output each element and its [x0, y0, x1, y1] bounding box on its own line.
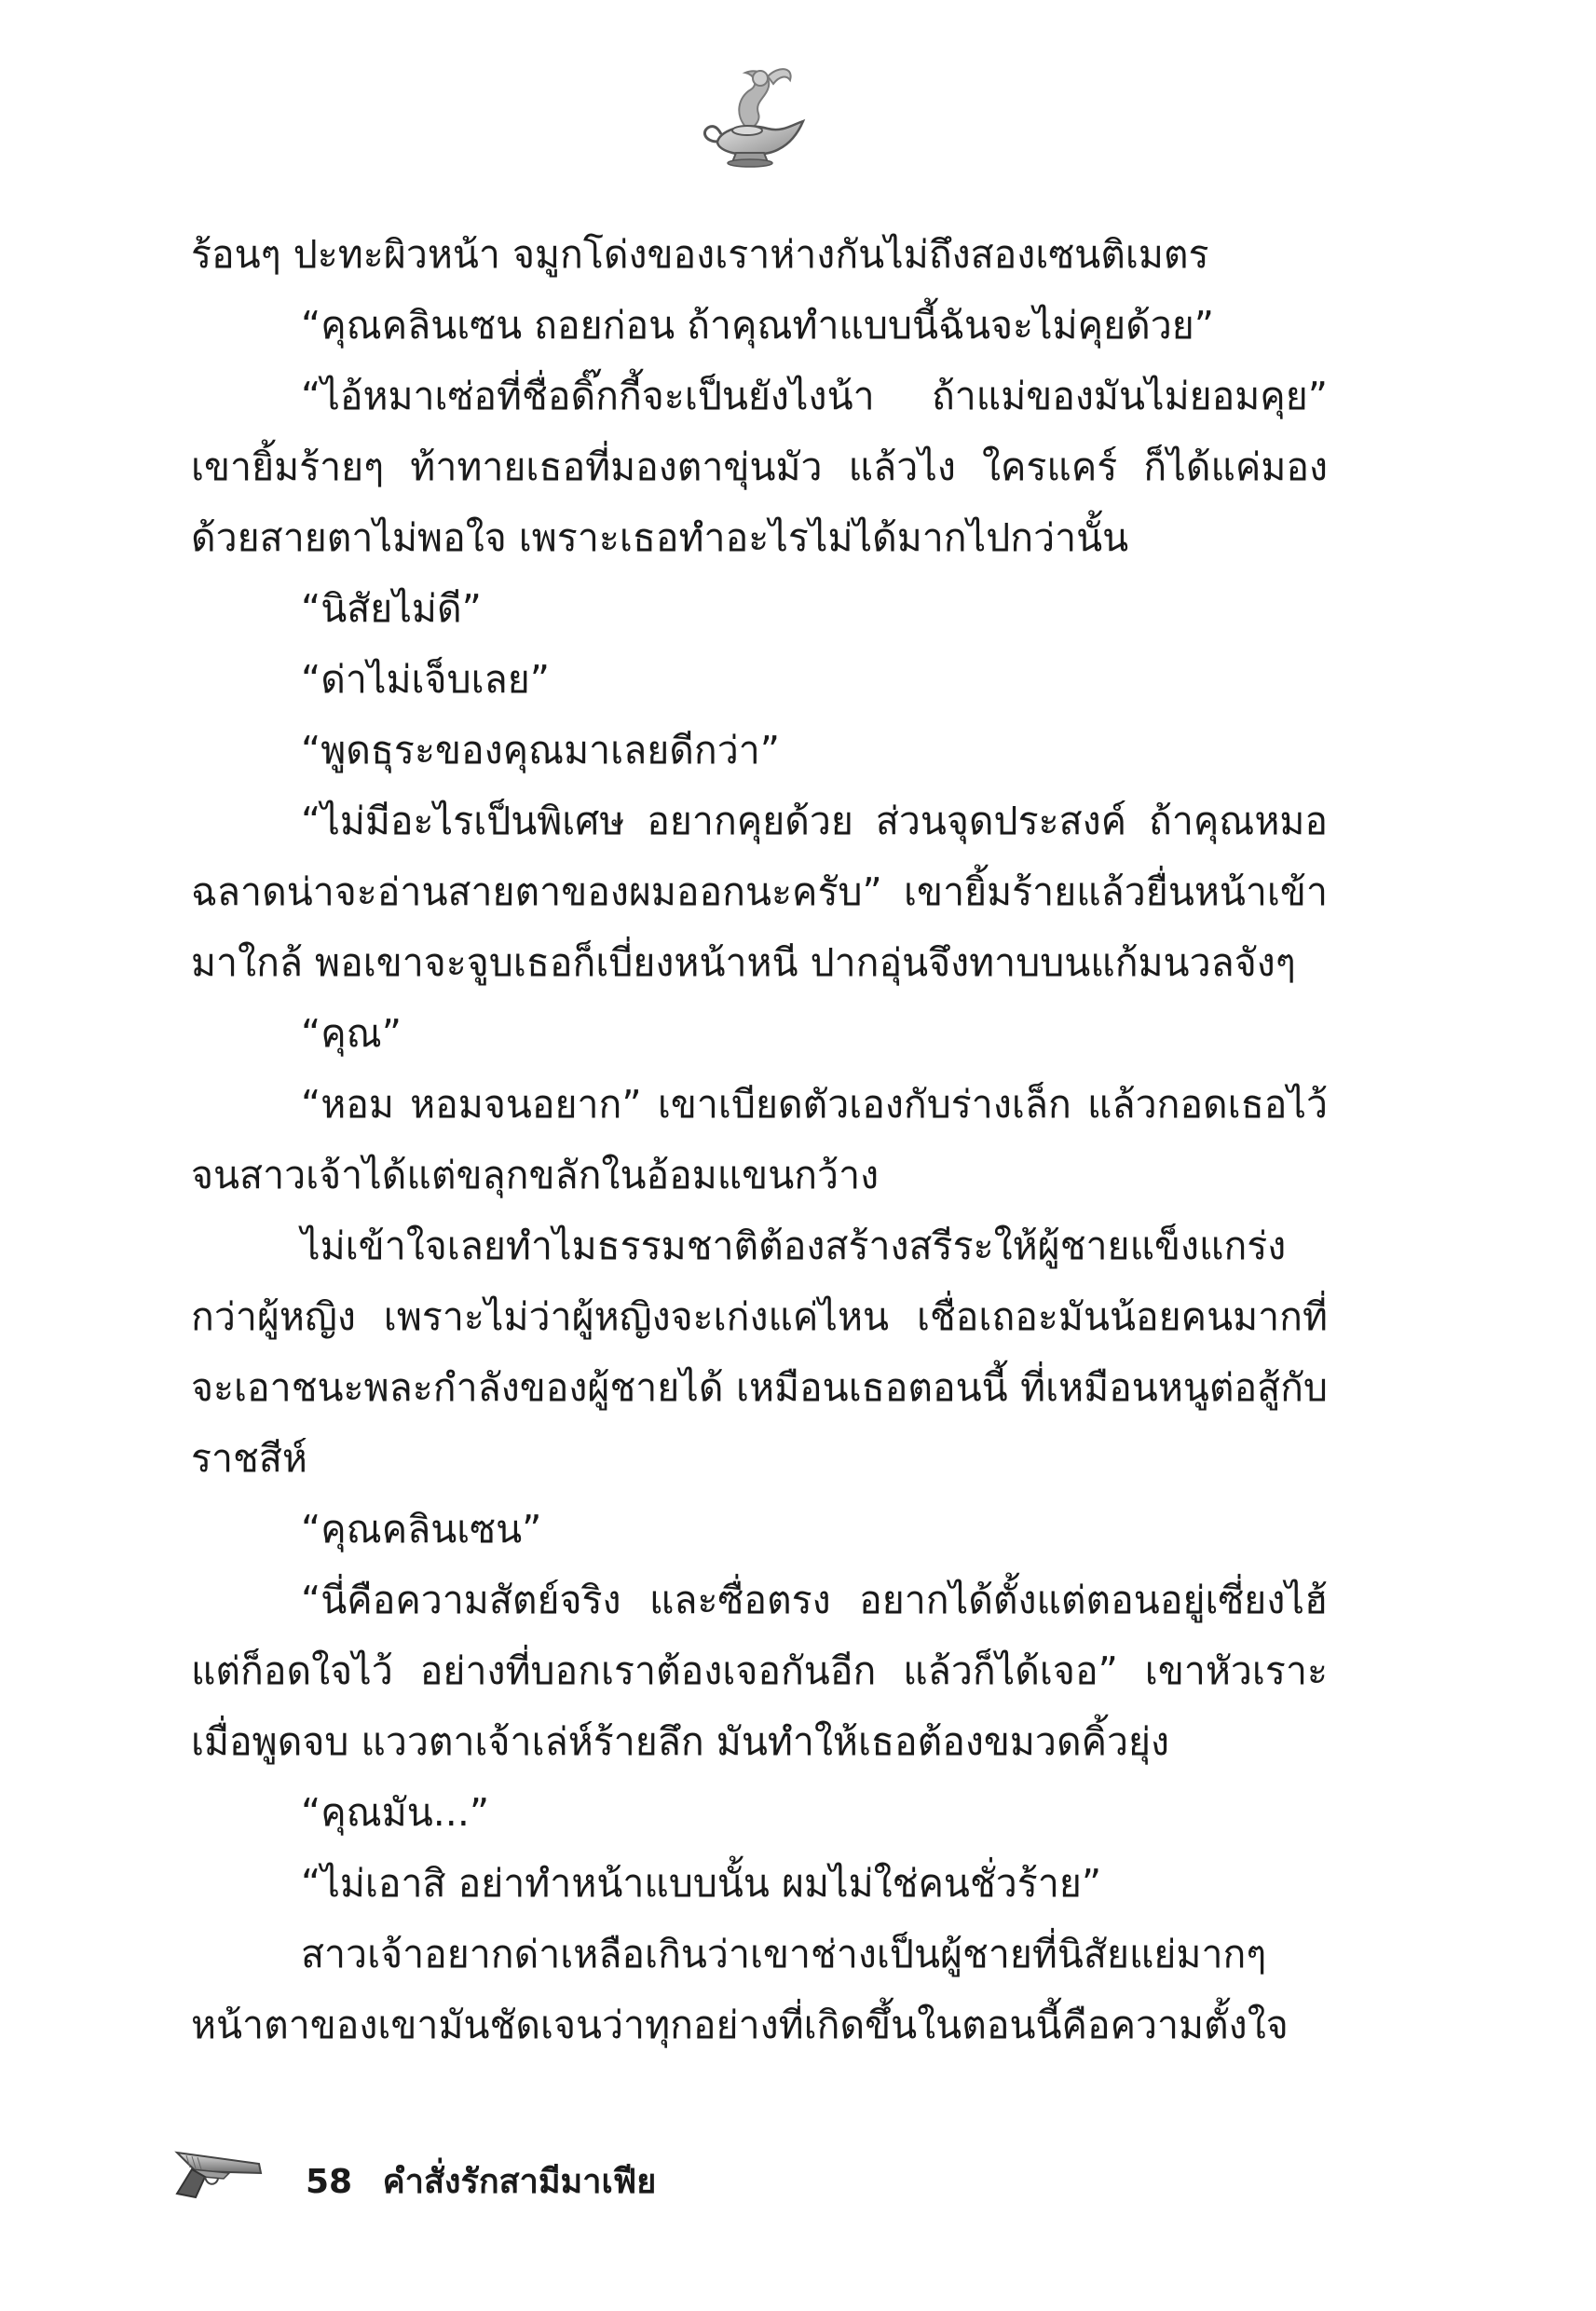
paragraph: ไม่เข้าใจเลยทำไมธรรมชาติต้องสร้างสรีระให้ผู้ชายแข็งแกร่งกว่าผู้หญิง เพราะไม่ว่าผู้หญิงจะเก่งแค่ไหน เชื่อเถอะมันน้อยคนมากที่จะเอาชนะพละกำลังของผู้ชายได้ เหมือนเธอตอนนี้ ที่เหมือนหนูต่อสู้กับราชสีห์ — [191, 1224, 1328, 1481]
paragraph: สาวเจ้าอยากด่าเหลือเกินว่าเขาช่างเป็นผู้ชายที่นิสัยแย่มากๆ หน้าตาของเขามันชัดเจนว่าทุกอย่างที่เกิดขึ้นในตอนนี้คือความตั้งใจ — [191, 1932, 1289, 2047]
paragraph: ร้อนๆ ปะทะผิวหน้า จมูกโด่งของเราห่างกันไม่ถึงสองเซนติเมตร — [191, 232, 1209, 277]
paragraph: “คุณ” — [301, 1011, 402, 1056]
page-footer — [158, 2143, 997, 2208]
book-title: คำสั่งรักสามีมาเฟีย — [382, 2163, 657, 2201]
paragraph: “หอม หอมจนอยาก” เขาเบียดตัวเองกับร่างเล็ก แล้วกอดเธอไว้จนสาวเจ้าได้แต่ขลุกขลักในอ้อมแขนกว้าง — [191, 1082, 1328, 1197]
page-number: 58 — [306, 2163, 353, 2201]
paragraph: “ไอ้หมาเซ่อที่ชื่อดิ๊กกี้จะเป็นยังไงน้า ถ้าแม่ของมันไม่ยอมคุย” เขายิ้มร้ายๆ ท้าทายเธอที่มองตาขุ่นมัว แล้วไง ใครแคร์ ก็ได้แค่มองด้วยสายตาไม่พอใจ เพราะเธอทำอะไรไม่ได้มากไปกว่านั้น — [191, 374, 1328, 560]
paragraph: “นิสัยไม่ดี” — [301, 586, 482, 631]
paragraph: “คุณคลินเซน ถอยก่อน ถ้าคุณทำแบบนี้ฉันจะไม่คุยด้วย” — [301, 303, 1215, 348]
paragraph: “คุณมัน...” — [301, 1790, 490, 1835]
paragraph: “ด่าไม่เจ็บเลย” — [301, 657, 551, 702]
pistol-icon — [158, 2143, 266, 2201]
body-text — [191, 219, 1328, 2060]
paragraph: “ไม่เอาสิ อย่าทำหน้าแบบนั้น ผมไม่ใช่คนชั่วร้าย” — [301, 1861, 1102, 1906]
paragraph: “ไม่มีอะไรเป็นพิเศษ อยากคุยด้วย ส่วนจุดประสงค์ ถ้าคุณหมอฉลาดน่าจะอ่านสายตาของผมออกนะครับ” เขายิ้มร้ายแล้วยื่นหน้าเข้ามาใกล้ พอเขาจะจูบเธอก็เบี่ยงหน้าหนี ปากอุ่นจึงทาบบนแก้มนวลจังๆ — [191, 799, 1328, 985]
paragraph: “นี่คือความสัตย์จริง และซื่อตรง อยากได้ตั้งแต่ตอนอยู่เซี่ยงไฮ้ แต่ก็อดใจไว้ อย่างที่บอกเราต้องเจอกันอีก แล้วก็ได้เจอ” เขาหัวเราะเมื่อพูดจบ แววตาเจ้าเล่ห์ร้ายลึก มันทำให้เธอต้องขมวดคิ้วยุ่ง — [191, 1578, 1328, 1764]
genie-lamp-icon — [689, 56, 820, 177]
paragraph: “คุณคลินเซน” — [301, 1507, 542, 1552]
footer-text — [306, 2154, 656, 2208]
paragraph: “พูดธุระของคุณมาเลยดีกว่า” — [301, 728, 781, 773]
